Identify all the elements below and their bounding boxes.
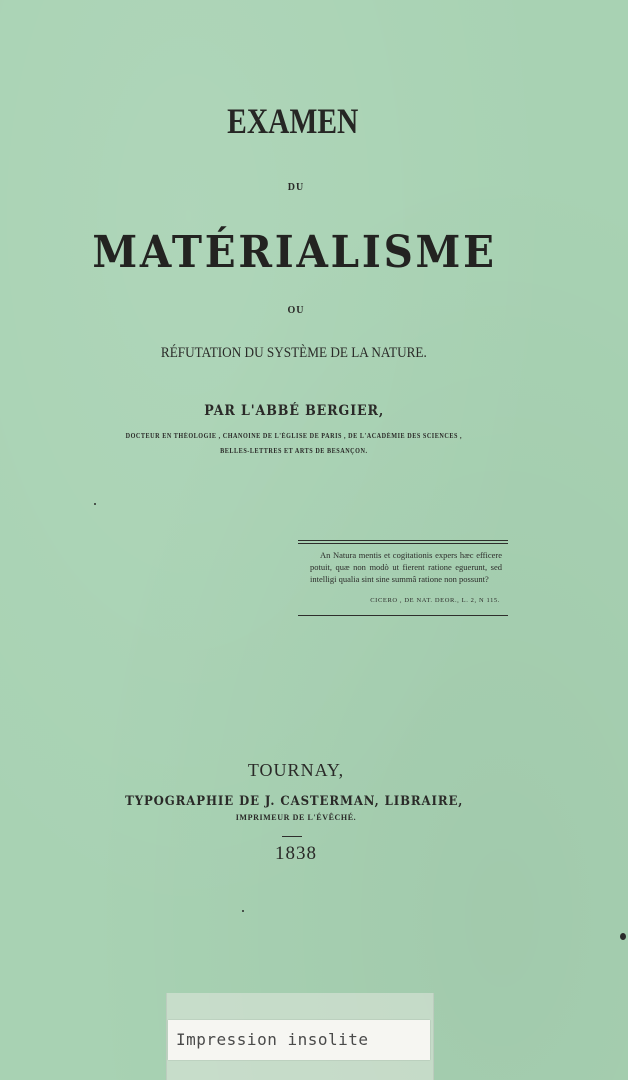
paper-speck (94, 503, 96, 505)
title-examen: EXAMEN (227, 101, 359, 141)
title-materialisme: MATÉRIALISME (92, 227, 497, 278)
connector-du: DU (287, 182, 305, 193)
author-credentials-line-1: DOCTEUR EN THÉOLOGIE , CHANOINE DE L'ÉGLISE DE PARIS , DE L'ACADÉMIE DES SCIENCES , (125, 432, 463, 440)
library-label (168, 1020, 430, 1060)
epigraph-text: An Natura mentis et cogitationis expers hæc efficere potuit, quæ non modò ut fierent ratione eguerunt, sed intelligi qualia sint sine summâ ratione non possunt? (310, 550, 502, 584)
paper-speck (242, 910, 244, 912)
imprint-printer: TYPOGRAPHIE DE J. CASTERMAN, LIBRAIRE, (125, 794, 464, 809)
imprint-year: 1838 (275, 843, 317, 864)
imprint-printer-sub: IMPRIMEUR DE L'ÉVÊCHÉ. (235, 813, 357, 822)
library-label-text: Impression insolite (176, 1030, 369, 1049)
epigraph-source: CICERO , DE NAT. DEOR., L. 2, N 115. (370, 597, 500, 604)
paper-speck (620, 933, 626, 940)
author-line: PAR L'ABBÉ BERGIER, (204, 403, 385, 419)
author-credentials-line-2: BELLES-LETTRES ET ARTS DE BESANÇON. (220, 447, 368, 455)
connector-ou: OU (287, 305, 305, 316)
imprint-city: TOURNAY, (247, 760, 345, 780)
epigraph-box (298, 540, 508, 616)
date-rule (282, 836, 302, 837)
epigraph-double-rule (298, 543, 508, 544)
subtitle: RÉFUTATION DU SYSTÈME DE LA NATURE. (160, 345, 427, 361)
